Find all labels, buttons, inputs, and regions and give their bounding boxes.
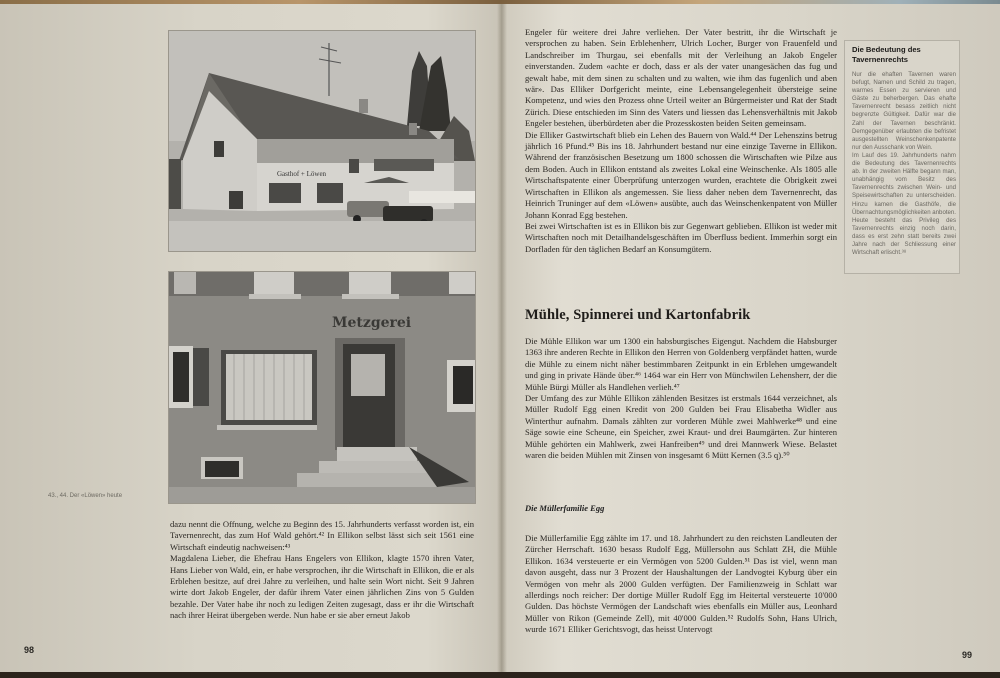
sidebar-paragraph: Im Lauf des 19. Jahrhunderts nahm die Bedeutung des Tavernenrechts ab. In der zweiten Hälfte begann man, unabhängig vom Besitz des Tavernenrechts zwischen Wein- und Speisewirtschaften zu unterscheiden. Hinzu kamen die Gasthöfe, die Übernachtungsmöglichkeiten anboten. Heute besteht das Privileg des Tavernenrechts einzig noch darin, dass es erst zehn statt bereits zwei Jahre nach der Schliessung einer Wirtschaft erlischt.³⁸ (852, 151, 957, 257)
right-page-subsection-body (525, 533, 837, 636)
paragraph: Die Elliker Gastwirtschaft blieb ein Lehen des Bauern von Wald.⁴⁴ Der Lehenszins betrug jährlich 16 Pfund.⁴⁵ Bis ins 18. Jahrhundert bestand nur eine einzige Taverne in Ellikon. Während der französischen Besetzung um 1800 schossen die Wirtschaften wie Pilze aus dem Boden. Auch in Ellikon entstand als zweites Lokal eine Weinschenke. Als 1805 alle Wirtschaftspatente einer Überprüfung unterzogen wurden, erachtete die Obrigkeit zwei Wirtschaften in Ellikon als angemessen. Sie liess daher neben dem Tavernenrecht, das Heinrich Truninger auf dem «Löwen» ausübte, auch das Weinschenkenpatent von Müller Johann Konrad Egg bestehen. (525, 129, 837, 220)
desk-background-bottom (0, 672, 1000, 678)
photo-metzgerei-facade (168, 271, 476, 504)
page-number-right: 99 (962, 650, 973, 660)
paragraph: Die Müllerfamilie Egg zählte im 17. und 18. Jahrhundert zu den reichsten Landleuten der Zürcher Herrschaft. 1630 besass Rudolf Egg, Müllersohn aus Schlatt ZH, die Mühle Ellikon. 1634 versteuerte er ein Vermögen von 5200 Gulden.⁵¹ Das ist viel, wenn man davon ausgeht, dass nur 3 Prozent der Haushaltungen der Landvogtei Kyburg über ein Vermögen von mehr als 2000 Gulden verfügten. Der Familienzweig in Schlatt war allerdings noch reicher: Der dortige Müller Rudolf Egg im Heitertal versteuerte 10'000 Gulden. Das höchste Vermögen der Landschaft wies ebenfalls ein Müller aus, Leonhard Müller von Rikon (Gemeinde Zell), mit 40'000 Gulden.⁵² Rudolfs Sohn, Hans Ulrich, wurde 1671 Elliker Gerichtsvogt, das heisst Untervogt (525, 533, 837, 635)
subheading: Die Müllerfamilie Egg (525, 503, 605, 513)
svg-text:Metzgerei: Metzgerei (332, 315, 412, 331)
right-page-body-top (525, 27, 837, 255)
paragraph: Bei zwei Wirtschaften ist es in Ellikon bis zur Gegenwart geblieben. Ellikon ist weder mit Wirtschaften noch mit Detailhandelsgeschäften im Überfluss bedient. Immerhin sorgt ein Dorfladen für den täglichen Bedarf an Konsumgütern. (525, 220, 837, 254)
figure-caption: 43., 44. Der «Löwen» heute (48, 493, 123, 499)
paragraph: Die Mühle Ellikon war um 1300 ein habsburgisches Eigengut. Nachdem die Habsburger 1363 ihre anderen Rechte in Ellikon den Herren von Goldenberg verpfändet hatten, wurde die Mühle zu einem nicht näher bestimmbaren Zeitpunkt in ein Erblehen umgewandelt und ging in private Hände über.⁴⁶ 1464 war ein Herr von Münchwilen Lehensherr, der die Mühle Bürgi Müller als Handlehen verlieh.⁴⁷ (525, 336, 837, 392)
sidebar-paragraph: Nur die ehaften Tavernen waren befugt, Namen und Schild zu tragen, warmes Essen zu servieren und Gäste zu beherbergen. Das ehafte Tavernenrecht besass zeitlich nicht begrenzte Gültigkeit. Dafür war die Zahl der Tavernen beschränkt. Demgegenüber erlaubten die befristet ausgestellten Weinschenkenpatente nur den Ausschank von Wein. (852, 71, 956, 151)
paragraph: Magdalena Lieber, die Ehefrau Hans Engelers von Ellikon, klagte 1570 ihren Vater, Hans Lieber von Wald, ein, er habe versprochen, ihr die Wirtschaft in Ellikon, die er als Erblehen besitze, auf drei Jahre zu verleihen, und halte sein Wort nicht. Seit 9 Jahren wirte dort Jakob Engeler, der dafür ihrem Vater einen jährlichen Zins von 5 Gulden bezahle. Der Vater habe ihr noch zu ledigen Zeiten zugesagt, dass er ihr die Wirtschaft nach ihrer Heirat übergeben werde. Nun habe er sie aber erneut Jakob (170, 553, 474, 621)
sidebar-title: Die Bedeutung des Tavernenrechts (852, 45, 921, 64)
svg-text:Gasthof + Löwen: Gasthof + Löwen (277, 170, 327, 178)
paragraph: dazu nennt die Offnung, welche zu Beginn des 15. Jahrhunderts verfasst worden ist, ein Tavernenrecht, das zum Hof Wald gehört.⁴² In Ellikon selbst lässt sich seit 1561 eine Wirtschaft eindeutig nachweisen:⁴³ (170, 519, 474, 552)
right-page-section-body (525, 336, 837, 461)
left-page-body (170, 519, 474, 622)
paragraph: Engeler für weitere drei Jahre verliehen. Der Vater bestritt, ihr die Wirtschaft je versprochen zu haben. Sein Erblehenherr, Ulrich Locher, Burger von Frauenfeld und Landschreiber im Thurgau, sei ebenfalls mit der Verleihung an Jakob Engeler einverstanden. Zudem «achte er doch, dass er als der vater unangesächen das fug und gewalt habe, mit dem sinen zu schalten und zu walten, wie ihm das fugenlich und aben wär». Das Elliker Dorfgericht meinte, eine Lebensangelegenheit übersteige seine Kompetenz, und wies den Prozess ohne Urteil weiter an Bürgermeister und Rat der Stadt Zürich. Diese entschieden im Sinn des Vaters und liessen das Lehensverhältnis mit Jakob Engeler bestehen, überbürdeten aber die Prozesskosten beiden Seiten gemeinsam. (525, 27, 837, 129)
sidebar-box (844, 40, 960, 274)
sidebar-body (852, 71, 956, 257)
photo-gasthof-loewen (168, 30, 476, 252)
section-heading: Mühle, Spinnerei und Kartonfabrik (525, 307, 751, 323)
book-gutter (497, 4, 507, 672)
page-number-left: 98 (24, 645, 35, 655)
paragraph: Der Umfang des zur Mühle Ellikon zählenden Besitzes ist erstmals 1644 verzeichnet, als Müller Rudolf Egg einen Kredit von 200 Gulden bei Frau Elisabetha Widler aus Winterthur aufnahm. Damals zählten zur vorderen Mühle zwei Mahlwerke⁴⁸ und eine Säge sowie eine Scheune, ein Speicher, zwei Kraut- und drei Baumgärten. Zur hinteren Mühle gehörten ein Mahlwerk, zwei Hanfreiben⁴⁹ und drei Mannwerk Wiese. Belastet waren die beiden Mühlen mit Zinsen von insgesamt 6 Mütt Kernen (3.5 q).⁵⁰ (525, 393, 837, 461)
